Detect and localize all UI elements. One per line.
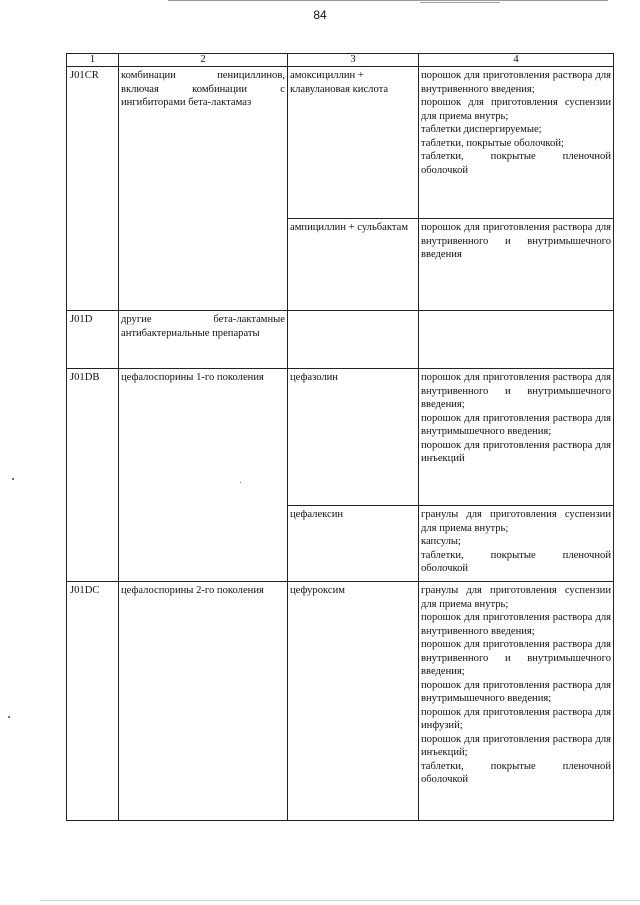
column-number: 3 [288, 54, 419, 67]
drug-register-table [66, 53, 614, 821]
anatomical-group-cell: другие бета-лактамные антибактериальные препараты [119, 311, 288, 369]
drug-name-cell: цефуроксим [288, 582, 419, 821]
scan-speck [8, 716, 10, 718]
table-row [67, 369, 614, 506]
column-number: 1 [67, 54, 119, 67]
dosage-forms-cell [419, 219, 614, 311]
table-row [67, 67, 614, 219]
atc-code-cell: J01D [67, 311, 119, 369]
dosage-form-item: порошок для приготовления раствора для инфузий; [421, 706, 611, 731]
dosage-form-item: порошок для приготовления раствора для внутримышечного введения; [421, 679, 611, 704]
drug-name-cell: цефазолин [288, 369, 419, 506]
page-number: 84 [313, 8, 327, 22]
dosage-form-item: гранулы для приготовления суспензии для приема внутрь; [421, 509, 611, 534]
dosage-form-item: таблетки, покрытые пленочной оболочкой [421, 151, 611, 176]
dosage-form-item: капсулы; [421, 536, 461, 547]
column-number: 2 [119, 54, 288, 67]
dosage-forms-cell [419, 506, 614, 582]
drug-name-cell: амоксициллин + клавулановая кислота [288, 67, 419, 219]
dosage-form-item: таблетки, покрытые пленочной оболочкой [421, 549, 611, 574]
dosage-form-item: порошок для приготовления раствора для внутримышечного введения; [421, 412, 611, 437]
dosage-form-item: гранулы для приготовления суспензии для приема внутрь; [421, 585, 611, 610]
dosage-form-item: порошок для приготовления раствора для внутривенного введения; [421, 70, 611, 95]
dosage-form-item: порошок для приготовления раствора для инъекций; [421, 733, 611, 758]
column-number-row [67, 54, 614, 67]
scan-bottom-line [40, 900, 640, 901]
column-number: 4 [419, 54, 614, 67]
atc-code-cell: J01DB [67, 369, 119, 582]
scan-top-line [168, 0, 608, 1]
anatomical-group-cell: цефалоспорины 1-го поколения [119, 369, 288, 582]
dosage-form-item: порошок для приготовления раствора для внутривенного и внутримышечного введения; [421, 372, 611, 410]
atc-code-cell: J01DC [67, 582, 119, 821]
dosage-form-item: порошок для приготовления раствора для внутривенного введения; [421, 612, 611, 637]
scan-top-line-fragment [420, 2, 500, 3]
anatomical-group-cell: комбинации пенициллинов, включая комбинации с ингибиторами бета-лактамаз [119, 67, 288, 311]
anatomical-group-cell: цефалоспорины 2-го поколения [119, 582, 288, 821]
dosage-form-item: порошок для приготовления раствора для внутривенного и внутримышечного введения [421, 222, 611, 260]
table-body [67, 54, 614, 821]
dosage-form-item: таблетки, покрытые пленочной оболочкой [421, 760, 611, 785]
dosage-forms-cell [419, 67, 614, 219]
dosage-form-item: таблетки, покрытые оболочкой; [421, 137, 564, 149]
dosage-forms-cell [419, 369, 614, 506]
dosage-form-item: таблетки диспергируемые; [421, 124, 542, 135]
dosage-forms-cell [419, 582, 614, 821]
atc-code-cell: J01CR [67, 67, 119, 311]
dosage-form-item: порошок для приготовления суспензии для приема внутрь; [421, 97, 611, 122]
dosage-form-item: порошок для приготовления раствора для инъекций [421, 439, 611, 464]
table-row [67, 582, 614, 821]
table-row [67, 311, 614, 369]
drug-name-cell [288, 311, 419, 369]
scan-speck [240, 482, 241, 483]
dosage-forms-cell [419, 311, 614, 369]
drug-name-cell: ампициллин + сульбактам [288, 219, 419, 311]
scan-speck [12, 478, 14, 480]
dosage-form-item: порошок для приготовления раствора для внутривенного и внутримышечного введения; [421, 639, 611, 677]
drug-name-cell: цефалексин [288, 506, 419, 582]
